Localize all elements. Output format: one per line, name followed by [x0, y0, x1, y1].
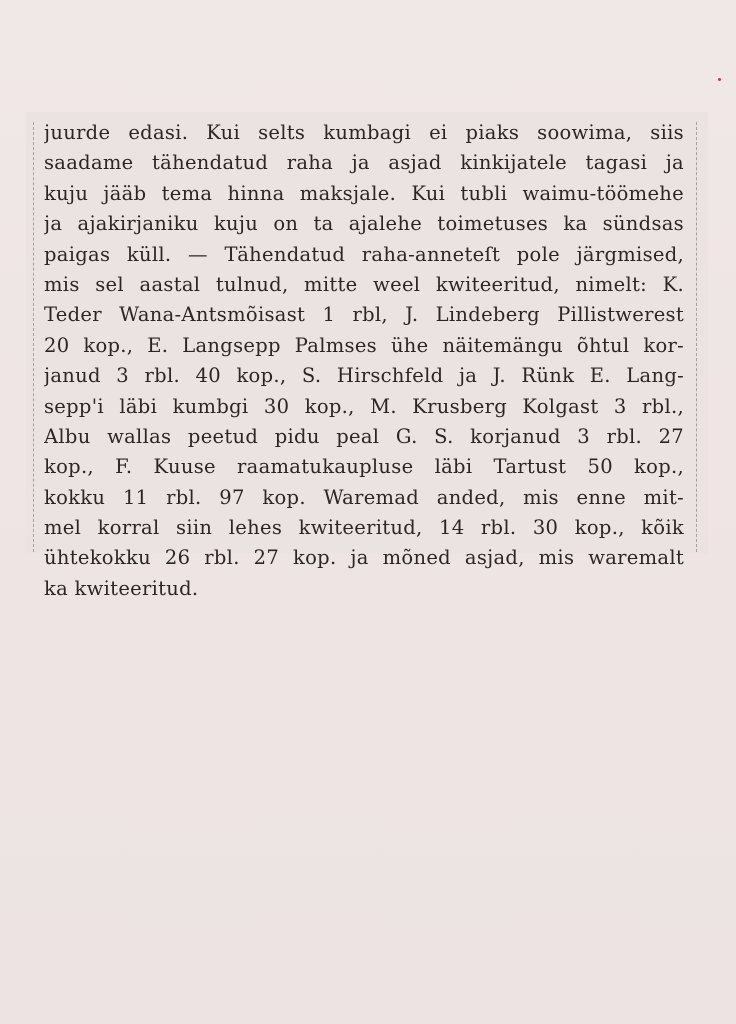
text-line: mis sel aastal tulnud, mitte weel kwiteeritud, nimelt: K.: [44, 272, 684, 296]
text-line: paigas küll. — Tähendatud raha-anneteſt pole järgmised,: [44, 242, 684, 266]
text-line: janud 3 rbl. 40 kop., S. Hirschfeld ja J. Rünk E. Lang-: [44, 364, 684, 388]
text-line: 20 kop., E. Langsepp Palmses ühe näitemängu õhtul kor-: [44, 333, 684, 357]
right-column-rule: [696, 122, 698, 552]
text-line: kop., F. Kuuse raamatukaupluse läbi Tartust 50 kop.,: [44, 455, 684, 479]
left-column-rule: [33, 122, 35, 552]
text-line: kuju jääb tema hinna maksjale. Kui tubli waimu-töömehe: [44, 181, 684, 205]
text-line: ühtekokku 26 rbl. 27 kop. ja mõned asjad, mis waremalt: [44, 546, 684, 570]
text-line: juurde edasi. Kui selts kumbagi ei piaks soowima, siis: [44, 121, 684, 144]
text-line: ka kwiteeritud.: [44, 576, 199, 600]
text-line: Teder Wana-Antsmõisast 1 rbl, J. Lindeberg Pillistwerest: [44, 303, 684, 327]
article-text: [44, 118, 684, 604]
red-speck: [718, 78, 721, 81]
text-line: kokku 11 rbl. 97 kop. Waremad anded, mis enne mit-: [44, 485, 684, 509]
text-line: saadame tähendatud raha ja asjad kinkijatele tagasi ja: [44, 151, 684, 175]
text-line: sepp'i läbi kumbgi 30 kop., M. Krusberg Kolgast 3 rbl.,: [44, 394, 684, 418]
text-line: mel korral siin lehes kwiteeritud, 14 rbl. 30 kop., kõik: [44, 516, 684, 540]
text-line: Albu wallas peetud pidu peal G. S. korjanud 3 rbl. 27: [44, 424, 684, 448]
text-line: ja ajakirjaniku kuju on ta ajalehe toimetuses ka sündsas: [44, 212, 684, 236]
